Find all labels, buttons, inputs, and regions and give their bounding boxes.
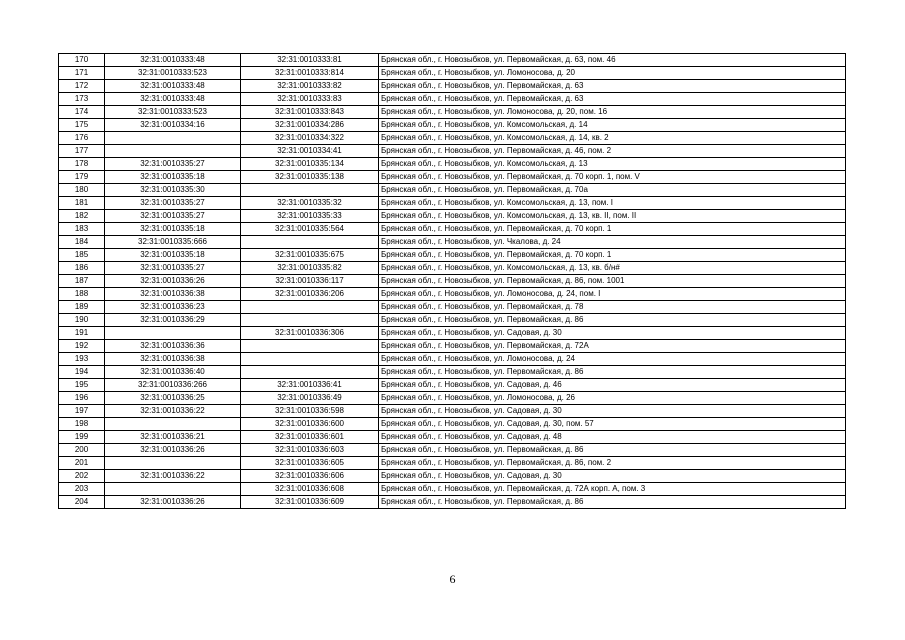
table-row [59,171,846,184]
address-cell: Брянская обл., г. Новозыбков, ул. Первомайская, д. 86 [379,496,846,509]
address-cell: Брянская обл., г. Новозыбков, ул. Садовая, д. 30 [379,327,846,340]
table-row [59,93,846,106]
address-cell: Брянская обл., г. Новозыбков, ул. Садовая, д. 30, пом. 57 [379,418,846,431]
row-number-cell: 174 [59,106,105,119]
object-number-cell: 32:31:0010335:564 [241,223,379,236]
address-cell: Брянская обл., г. Новозыбков, ул. Первомайская, д. 63, пом. 46 [379,54,846,67]
land-plot-number-cell [105,418,241,431]
row-number-cell: 179 [59,171,105,184]
table-row [59,418,846,431]
land-plot-number-cell [105,327,241,340]
table-row [59,431,846,444]
object-number-cell [241,184,379,197]
object-number-cell: 32:31:0010335:675 [241,249,379,262]
address-cell: Брянская обл., г. Новозыбков, ул. Комсомольская, д. 14 [379,119,846,132]
object-number-cell: 32:31:0010333:82 [241,80,379,93]
table-row [59,275,846,288]
row-number-cell: 184 [59,236,105,249]
table-row [59,158,846,171]
row-number-cell: 172 [59,80,105,93]
land-plot-number-cell: 32:31:0010336:36 [105,340,241,353]
address-cell: Брянская обл., г. Новозыбков, ул. Первомайская, д. 63 [379,80,846,93]
address-cell: Брянская обл., г. Новозыбков, ул. Первомайская, д. 72А [379,340,846,353]
table-row [59,457,846,470]
row-number-cell: 196 [59,392,105,405]
row-number-cell: 187 [59,275,105,288]
land-plot-number-cell: 32:31:0010336:26 [105,275,241,288]
table-row [59,496,846,509]
object-number-cell: 32:31:0010336:608 [241,483,379,496]
object-number-cell: 32:31:0010336:609 [241,496,379,509]
land-plot-number-cell: 32:31:0010336:22 [105,470,241,483]
table-row [59,132,846,145]
object-number-cell: 32:31:0010336:601 [241,431,379,444]
land-plot-number-cell: 32:31:0010335:666 [105,236,241,249]
row-number-cell: 186 [59,262,105,275]
cadastral-table [58,53,846,509]
land-plot-number-cell: 32:31:0010335:30 [105,184,241,197]
table-row [59,236,846,249]
land-plot-number-cell: 32:31:0010336:22 [105,405,241,418]
table-row [59,119,846,132]
row-number-cell: 175 [59,119,105,132]
land-plot-number-cell: 32:31:0010335:27 [105,197,241,210]
address-cell: Брянская обл., г. Новозыбков, ул. Первомайская, д. 70а [379,184,846,197]
row-number-cell: 178 [59,158,105,171]
row-number-cell: 194 [59,366,105,379]
address-cell: Брянская обл., г. Новозыбков, ул. Первомайская, д. 78 [379,301,846,314]
address-cell: Брянская обл., г. Новозыбков, ул. Ломоносова, д. 26 [379,392,846,405]
object-number-cell: 32:31:0010335:138 [241,171,379,184]
row-number-cell: 183 [59,223,105,236]
object-number-cell [241,236,379,249]
table-row [59,223,846,236]
land-plot-number-cell: 32:31:0010336:29 [105,314,241,327]
row-number-cell: 170 [59,54,105,67]
table-body [59,54,846,509]
row-number-cell: 181 [59,197,105,210]
address-cell: Брянская обл., г. Новозыбков, ул. Первомайская, д. 70 корп. 1 [379,249,846,262]
table-row [59,106,846,119]
address-cell: Брянская обл., г. Новозыбков, ул. Первомайская, д. 70 корп. 1, пом. V [379,171,846,184]
table-row [59,314,846,327]
address-cell: Брянская обл., г. Новозыбков, ул. Садовая, д. 48 [379,431,846,444]
address-cell: Брянская обл., г. Новозыбков, ул. Садовая, д. 30 [379,405,846,418]
row-number-cell: 176 [59,132,105,145]
object-number-cell: 32:31:0010335:32 [241,197,379,210]
address-cell: Брянская обл., г. Новозыбков, ул. Первомайская, д. 46, пом. 2 [379,145,846,158]
row-number-cell: 195 [59,379,105,392]
address-cell: Брянская обл., г. Новозыбков, ул. Садовая, д. 46 [379,379,846,392]
table-row [59,67,846,80]
table-row [59,54,846,67]
table-row [59,444,846,457]
address-cell: Брянская обл., г. Новозыбков, ул. Первомайская, д. 86 [379,444,846,457]
land-plot-number-cell: 32:31:0010333:48 [105,93,241,106]
object-number-cell [241,366,379,379]
table-row [59,288,846,301]
row-number-cell: 177 [59,145,105,158]
address-cell: Брянская обл., г. Новозыбков, ул. Первомайская, д. 86, пом. 1001 [379,275,846,288]
table-row [59,392,846,405]
land-plot-number-cell: 32:31:0010333:523 [105,106,241,119]
address-cell: Брянская обл., г. Новозыбков, ул. Комсомольская, д. 13, кв. II, пом. II [379,210,846,223]
object-number-cell: 32:31:0010333:814 [241,67,379,80]
address-cell: Брянская обл., г. Новозыбков, ул. Ломоносова, д. 24 [379,353,846,366]
row-number-cell: 198 [59,418,105,431]
row-number-cell: 199 [59,431,105,444]
address-cell: Брянская обл., г. Новозыбков, ул. Первомайская, д. 70 корп. 1 [379,223,846,236]
address-cell: Брянская обл., г. Новозыбков, ул. Ломоносова, д. 24, пом. I [379,288,846,301]
object-number-cell [241,353,379,366]
object-number-cell: 32:31:0010333:83 [241,93,379,106]
land-plot-number-cell: 32:31:0010335:27 [105,158,241,171]
land-plot-number-cell [105,132,241,145]
object-number-cell: 32:31:0010336:605 [241,457,379,470]
row-number-cell: 193 [59,353,105,366]
address-cell: Брянская обл., г. Новозыбков, ул. Первомайская, д. 86, пом. 2 [379,457,846,470]
row-number-cell: 188 [59,288,105,301]
row-number-cell: 200 [59,444,105,457]
object-number-cell [241,301,379,314]
object-number-cell: 32:31:0010336:606 [241,470,379,483]
row-number-cell: 197 [59,405,105,418]
land-plot-number-cell: 32:31:0010333:48 [105,54,241,67]
object-number-cell: 32:31:0010333:81 [241,54,379,67]
page-number: 6 [449,572,456,586]
land-plot-number-cell: 32:31:0010333:523 [105,67,241,80]
land-plot-number-cell: 32:31:0010333:48 [105,80,241,93]
table-row [59,262,846,275]
object-number-cell: 32:31:0010335:33 [241,210,379,223]
address-cell: Брянская обл., г. Новозыбков, ул. Первомайская, д. 63 [379,93,846,106]
object-number-cell: 32:31:0010336:117 [241,275,379,288]
row-number-cell: 201 [59,457,105,470]
table-row [59,80,846,93]
object-number-cell: 32:31:0010336:598 [241,405,379,418]
table-row [59,405,846,418]
table-row [59,483,846,496]
object-number-cell: 32:31:0010336:206 [241,288,379,301]
address-cell: Брянская обл., г. Новозыбков, ул. Комсомольская, д. 14, кв. 2 [379,132,846,145]
land-plot-number-cell [105,483,241,496]
row-number-cell: 171 [59,67,105,80]
table-row [59,145,846,158]
object-number-cell [241,340,379,353]
address-cell: Брянская обл., г. Новозыбков, ул. Комсомольская, д. 13 [379,158,846,171]
row-number-cell: 190 [59,314,105,327]
row-number-cell: 191 [59,327,105,340]
object-number-cell: 32:31:0010334:322 [241,132,379,145]
table-row [59,249,846,262]
row-number-cell: 204 [59,496,105,509]
land-plot-number-cell: 32:31:0010336:25 [105,392,241,405]
object-number-cell: 32:31:0010333:843 [241,106,379,119]
row-number-cell: 180 [59,184,105,197]
land-plot-number-cell: 32:31:0010336:38 [105,288,241,301]
land-plot-number-cell: 32:31:0010336:23 [105,301,241,314]
address-cell: Брянская обл., г. Новозыбков, ул. Первомайская, д. 86 [379,366,846,379]
address-cell: Брянская обл., г. Новозыбков, ул. Первомайская, д. 72А корп. А, пом. 3 [379,483,846,496]
row-number-cell: 192 [59,340,105,353]
object-number-cell: 32:31:0010335:134 [241,158,379,171]
address-cell: Брянская обл., г. Новозыбков, ул. Комсомольская, д. 13, пом. I [379,197,846,210]
row-number-cell: 202 [59,470,105,483]
object-number-cell: 32:31:0010336:600 [241,418,379,431]
land-plot-number-cell: 32:31:0010335:27 [105,210,241,223]
address-cell: Брянская обл., г. Новозыбков, ул. Чкалова, д. 24 [379,236,846,249]
land-plot-number-cell: 32:31:0010335:27 [105,262,241,275]
table-row [59,366,846,379]
land-plot-number-cell: 32:31:0010335:18 [105,171,241,184]
land-plot-number-cell: 32:31:0010336:38 [105,353,241,366]
table-row [59,210,846,223]
land-plot-number-cell: 32:31:0010334:16 [105,119,241,132]
row-number-cell: 182 [59,210,105,223]
object-number-cell: 32:31:0010336:41 [241,379,379,392]
object-number-cell: 32:31:0010334:286 [241,119,379,132]
table-row [59,327,846,340]
object-number-cell: 32:31:0010335:82 [241,262,379,275]
row-number-cell: 203 [59,483,105,496]
table-row [59,379,846,392]
land-plot-number-cell: 32:31:0010335:18 [105,249,241,262]
table-row [59,184,846,197]
table-row [59,470,846,483]
object-number-cell [241,314,379,327]
land-plot-number-cell: 32:31:0010336:26 [105,496,241,509]
address-cell: Брянская обл., г. Новозыбков, ул. Садовая, д. 30 [379,470,846,483]
object-number-cell: 32:31:0010334:41 [241,145,379,158]
land-plot-number-cell [105,145,241,158]
row-number-cell: 185 [59,249,105,262]
address-cell: Брянская обл., г. Новозыбков, ул. Ломоносова, д. 20, пом. 16 [379,106,846,119]
table-row [59,301,846,314]
land-plot-number-cell [105,457,241,470]
object-number-cell: 32:31:0010336:306 [241,327,379,340]
row-number-cell: 189 [59,301,105,314]
address-cell: Брянская обл., г. Новозыбков, ул. Ломоносова, д. 20 [379,67,846,80]
land-plot-number-cell: 32:31:0010335:18 [105,223,241,236]
address-cell: Брянская обл., г. Новозыбков, ул. Первомайская, д. 86 [379,314,846,327]
address-cell: Брянская обл., г. Новозыбков, ул. Комсомольская, д. 13, кв. б/н# [379,262,846,275]
land-plot-number-cell: 32:31:0010336:40 [105,366,241,379]
land-plot-number-cell: 32:31:0010336:266 [105,379,241,392]
land-plot-number-cell: 32:31:0010336:26 [105,444,241,457]
table-row [59,353,846,366]
object-number-cell: 32:31:0010336:603 [241,444,379,457]
land-plot-number-cell: 32:31:0010336:21 [105,431,241,444]
object-number-cell: 32:31:0010336:49 [241,392,379,405]
row-number-cell: 173 [59,93,105,106]
table-row [59,340,846,353]
table-row [59,197,846,210]
